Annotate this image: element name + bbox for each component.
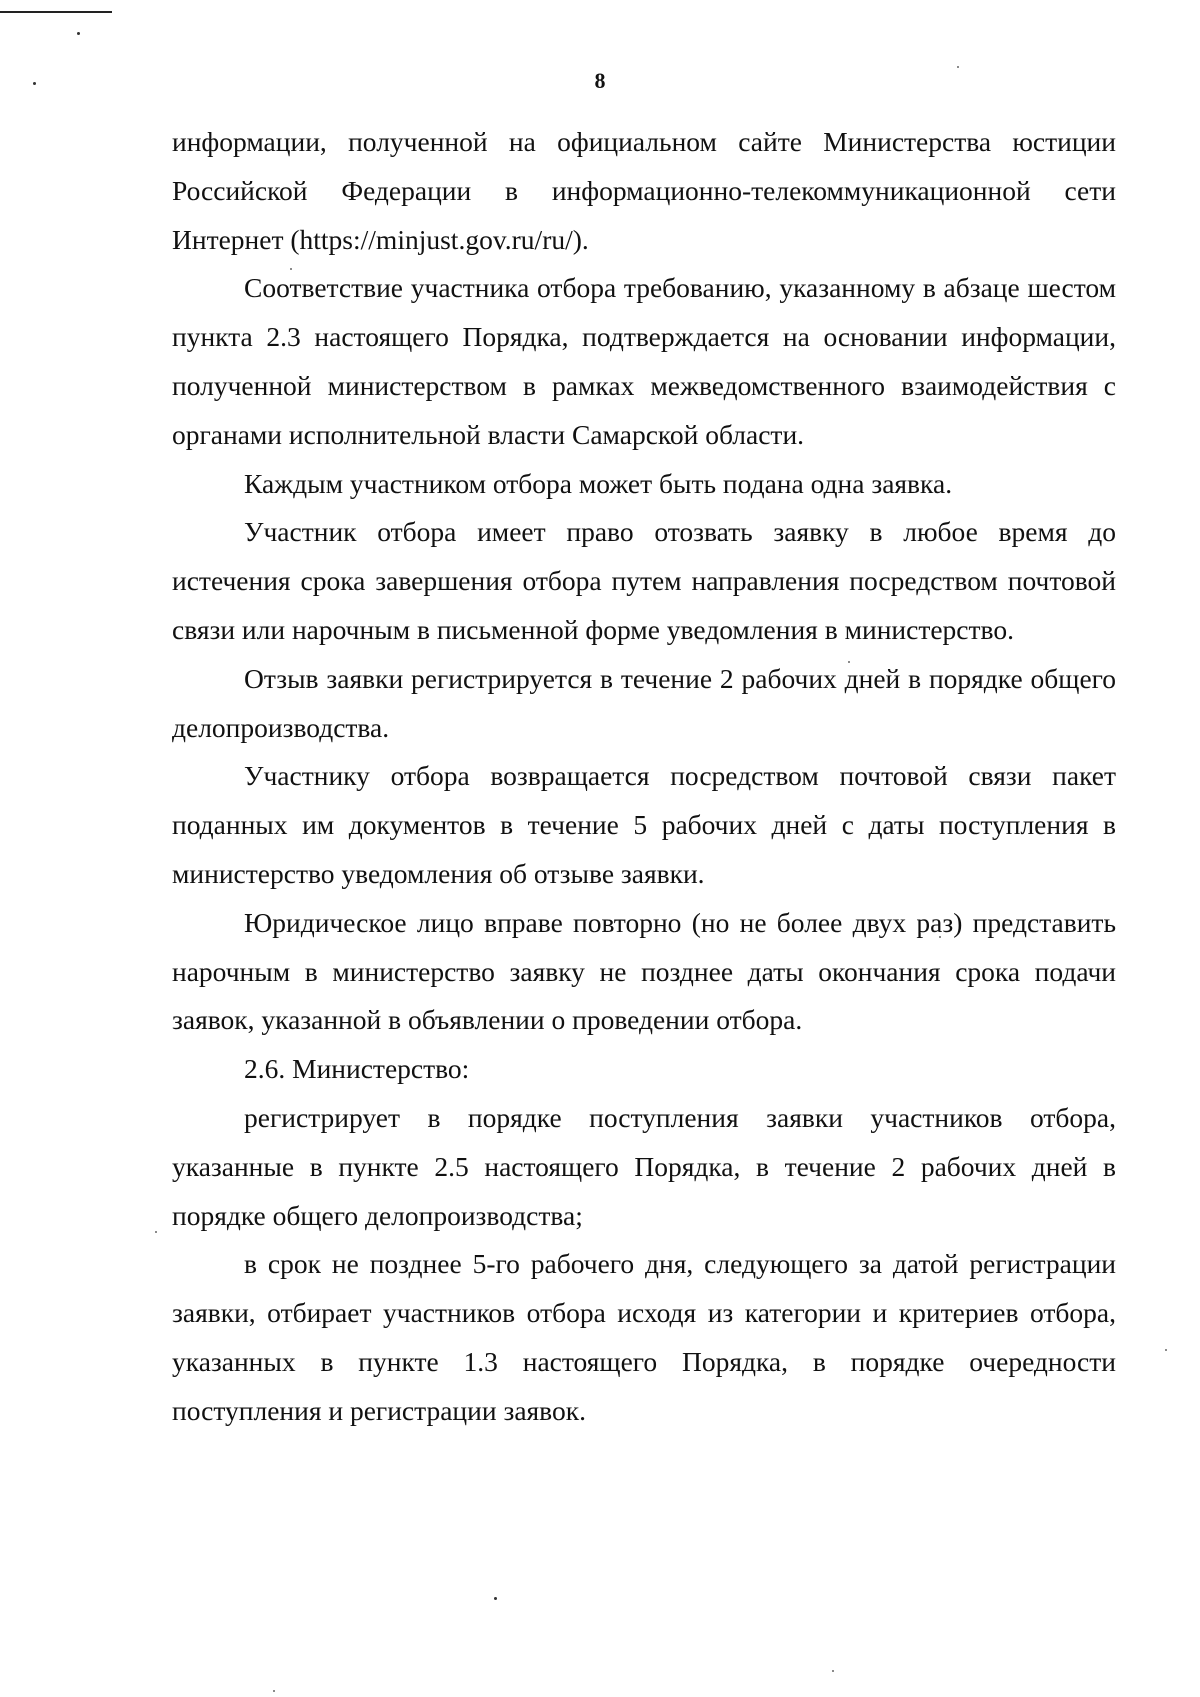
paragraph-continuation: информации, полученной на официальном сайте Министерства юстиции Российской Федерации в информационно-телекоммуникационной сети Интернет (https://minjust.gov.ru/ru/). <box>172 126 1116 255</box>
scan-speck <box>494 1597 497 1600</box>
paragraph-one-application: Каждым участником отбора может быть подана одна заявка. <box>244 467 953 499</box>
scan-speck <box>273 1690 275 1692</box>
scan-speck <box>1165 1349 1167 1351</box>
paragraph-withdrawal-registration: Отзыв заявки регистрируется в течение 2 рабочих дней в порядке общего делопроизводства. <box>172 662 1116 743</box>
paragraph-documents-return: Участнику отбора возвращается посредством почтовой связи пакет поданных им документов в течение 5 рабочих дней с даты поступления в министерство уведомления об отзыве заявки. <box>172 760 1116 889</box>
scan-edge-line <box>0 11 112 13</box>
scan-speck <box>77 32 80 35</box>
scan-speck <box>832 1670 834 1672</box>
paragraph-selects: в срок не позднее 5-го рабочего дня, следующего за датой регистрации заявки, отбирает участников отбора исходя из категории и критериев отбора, указанных в пункте 1.3 настоящего Порядка, в порядке очередности поступления и регистрации заявок. <box>172 1248 1116 1426</box>
paragraph-resubmission: Юридическое лицо вправе повторно (но не более двух раз) представить нарочным в министерство заявку не позднее даты окончания срока подачи заявок, указанной в объявлении о проведении отбора. <box>172 906 1116 1036</box>
paragraph-withdrawal-right: Участник отбора имеет право отозвать заявку в любое время до истечения срока завершения отбора путем направления посредством почтовой связи или нарочным в письменной форме уведомления в министерство. <box>172 516 1116 645</box>
section-heading-2-6: 2.6. Министерство: <box>244 1053 470 1085</box>
scan-speck <box>155 1231 157 1233</box>
paragraph-registers: регистрирует в порядке поступления заявки участников отбора, указанные в пункте 2.5 настоящего Порядка, в течение 2 рабочих дней в порядке общего делопроизводства; <box>172 1101 1116 1231</box>
document-body <box>172 118 1116 1436</box>
page-number: 8 <box>594 68 606 93</box>
paragraph-compliance: Соответствие участника отбора требованию, указанному в абзаце шестом пункта 2.3 настоящего Порядка, подтверждается на основании информации, полученной министерством в рамках межведомственного взаимодействия с органами исполнительной власти Самарской области. <box>172 272 1116 450</box>
